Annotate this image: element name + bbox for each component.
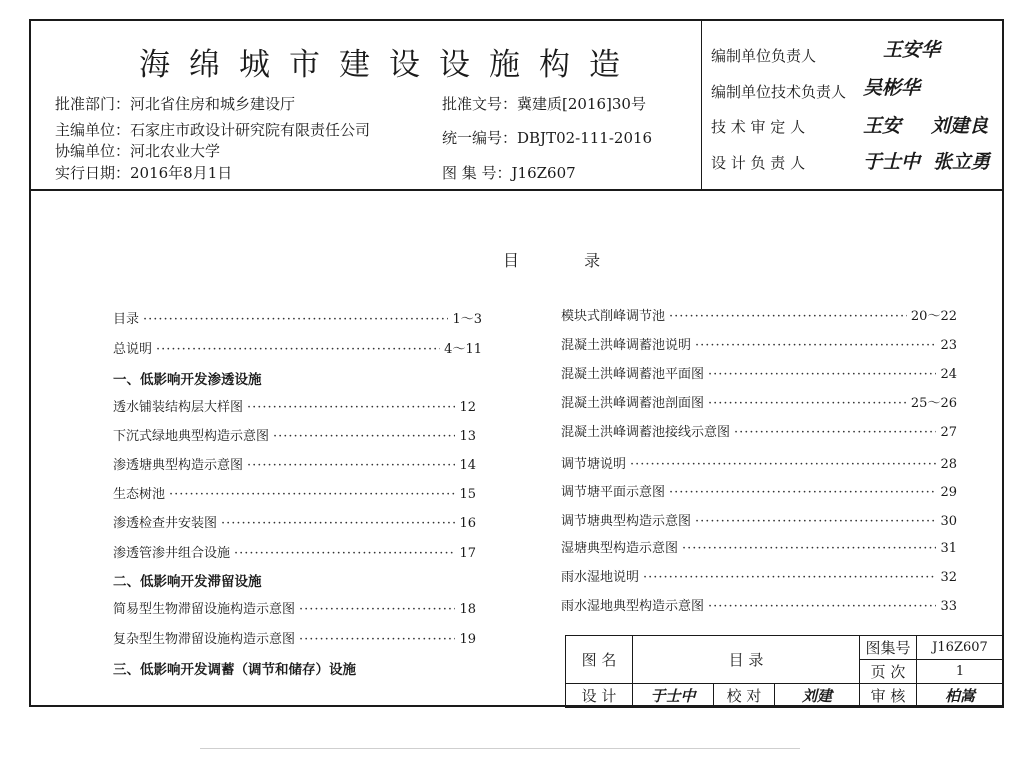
leader-dots (234, 546, 455, 561)
toc-entry[interactable]: 混凝土洪峰调蓄池平面图 ····· 24 (561, 363, 957, 381)
leader-dots (143, 312, 448, 327)
atlas-title: 海绵城市建设设施构造 (139, 47, 639, 83)
review-label: 审 核 (860, 684, 917, 708)
header-divider (31, 189, 1002, 191)
atlas-number: 图 集 号：J16Z607 (442, 164, 576, 182)
atlas-number-value: J16Z607 (917, 636, 1004, 660)
toc-entry[interactable]: 雨水湿地典型构造示意图 ····· 33 (561, 595, 957, 613)
signature-2: 吴彬华 (863, 77, 921, 99)
toc-section-heading: 一、低影响开发渗透设施 (113, 372, 262, 388)
toc-entry[interactable]: 渗透管渗井组合设施 ····· 17 (113, 542, 476, 560)
leader-dots (643, 570, 936, 585)
toc-entry[interactable]: 生态树池 ····· 15 (113, 483, 476, 501)
toc-heading: 目 录 (503, 251, 631, 270)
toc-entry[interactable]: 模块式削峰调节池 ····· 20～22 (561, 305, 957, 323)
toc-entry[interactable]: 调节塘平面示意图 ····· 29 (561, 481, 957, 499)
toc-entry[interactable]: 雨水湿地说明 ····· 32 (561, 566, 957, 584)
co-editor-unit: 协编单位：河北农业大学 (55, 142, 221, 160)
toc-entry[interactable]: 调节塘典型构造示意图 ····· 30 (561, 510, 957, 528)
leader-dots (247, 400, 455, 415)
effective-date: 实行日期：2016年8月1日 (55, 164, 233, 182)
leader-dots (669, 485, 936, 500)
toc-entry[interactable]: 渗透检查井安装图 ····· 16 (113, 512, 476, 530)
unified-number: 统一编号：DBJT02-111-2016 (442, 129, 653, 147)
leader-dots (734, 425, 936, 440)
approval-number: 批准文号：冀建质[2016]30号 (442, 95, 646, 113)
design-signature: 于士中 (633, 684, 714, 708)
toc-entry[interactable]: 混凝土洪峰调蓄池剖面图 ····· 25～26 (561, 392, 957, 410)
leader-dots (156, 342, 440, 357)
toc-entry[interactable]: 调节塘说明 ····· 28 (561, 453, 957, 471)
toc-entry[interactable]: 湿塘典型构造示意图 ····· 31 (561, 537, 957, 555)
leader-dots (273, 429, 455, 444)
review-signature: 柏嵩 (917, 684, 1004, 708)
signature-1: 王安华 (883, 39, 941, 61)
toc-entry[interactable]: 简易型生物滞留设施构造示意图 ····· 18 (113, 598, 476, 616)
responsible-label-3: 技 术 审 定 人 (711, 118, 806, 136)
leader-dots (669, 309, 907, 324)
toc-entry[interactable]: 混凝土洪峰调蓄池说明 ····· 23 (561, 334, 957, 352)
drawing-name-label: 图 名 (566, 636, 633, 684)
signature-3b: 刘建良 (931, 115, 989, 137)
chief-editor-unit: 主编单位：石家庄市政设计研究院有限责任公司 (55, 121, 371, 139)
drawing-name-value: 目 录 (633, 636, 860, 684)
header-vertical-divider (701, 21, 702, 189)
responsible-label-1: 编制单位负责人 (711, 47, 817, 65)
toc-entry[interactable]: 渗透塘典型构造示意图 ····· 14 (113, 454, 476, 472)
atlas-number-label: 图集号 (860, 636, 917, 660)
leader-dots (299, 602, 455, 617)
signature-3a: 王安 (863, 115, 902, 137)
signature-4a: 于士中 (863, 151, 921, 173)
leader-dots (247, 458, 455, 473)
title-block (565, 635, 1004, 707)
leader-dots (708, 367, 936, 382)
toc-entry[interactable]: 总说明 ····· 4～11 (113, 338, 482, 356)
leader-dots (221, 516, 455, 531)
responsible-label-2: 编制单位技术负责人 (711, 83, 847, 101)
leader-dots (708, 599, 936, 614)
toc-entry[interactable]: 透水铺装结构层大样图 ····· 12 (113, 396, 476, 414)
toc-entry[interactable]: 目录 ····· 1～3 (113, 308, 482, 326)
leader-dots (695, 514, 936, 529)
check-label: 校 对 (714, 684, 775, 708)
toc-section-heading: 三、低影响开发调蓄（调节和储存）设施 (113, 662, 356, 678)
leader-dots (630, 457, 936, 472)
toc-entry[interactable]: 下沉式绿地典型构造示意图 ····· 13 (113, 425, 476, 443)
toc-entry[interactable]: 混凝土洪峰调蓄池接线示意图 ····· 27 (561, 421, 957, 439)
page-number-label: 页 次 (860, 660, 917, 684)
signature-4b: 张立勇 (933, 151, 991, 173)
check-signature: 刘建 (775, 684, 860, 708)
leader-dots (169, 487, 455, 502)
design-label: 设 计 (566, 684, 633, 708)
page-number-value: 1 (917, 660, 1004, 684)
leader-dots (299, 632, 455, 647)
approval-department: 批准部门：河北省住房和城乡建设厅 (55, 95, 296, 113)
leader-dots (682, 541, 936, 556)
leader-dots (708, 396, 907, 411)
toc-entry[interactable]: 复杂型生物滞留设施构造示意图 ····· 19 (113, 628, 476, 646)
title-block-table (565, 635, 1004, 708)
leader-dots (695, 338, 936, 353)
scan-edge-line (200, 748, 800, 749)
responsible-label-4: 设 计 负 责 人 (711, 154, 806, 172)
toc-section-heading: 二、低影响开发滞留设施 (113, 574, 262, 590)
